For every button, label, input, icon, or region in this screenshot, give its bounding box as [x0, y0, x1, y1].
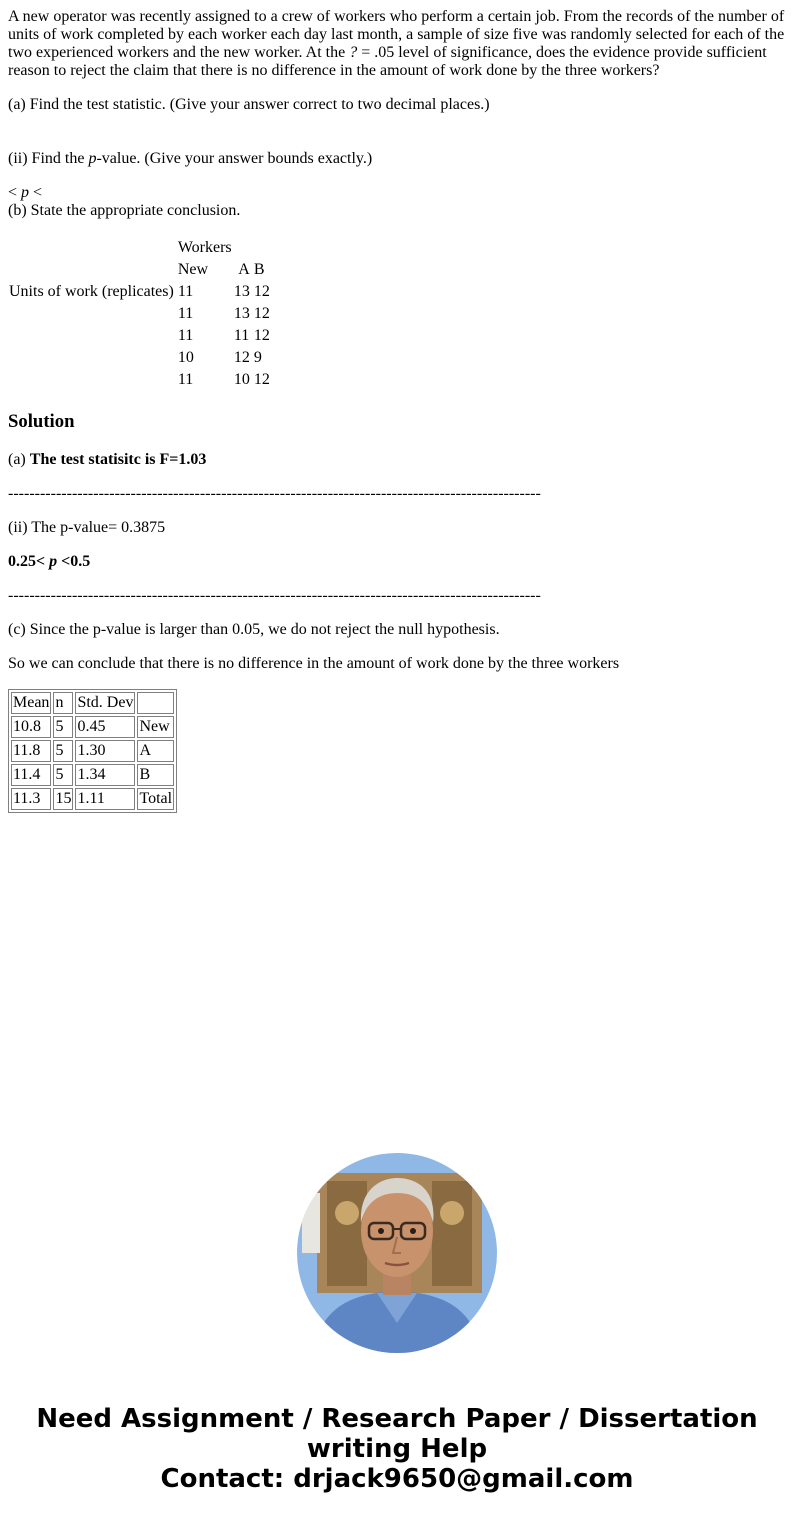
cell-a: 13	[233, 305, 250, 322]
solution-conclusion: So we can conclude that there is no difference in the amount of work done by the three workers	[8, 655, 620, 672]
cell-group: A	[137, 740, 174, 762]
cell-std-dev: 1.11	[75, 788, 135, 810]
divider-dashes: ----------------------------------------------------------------------------------------------------	[8, 485, 541, 502]
cell-new: 10	[177, 349, 194, 366]
question-part-ii-post: -value. (Give your answer bounds exactly.)	[96, 150, 373, 167]
cell-group: New	[137, 716, 174, 738]
cell-a: 13	[233, 283, 250, 300]
table-row	[8, 282, 271, 302]
problem-intro-part2: = .05 level of significance, does the evidence provide sufficient reason to reject the claim that there is no difference in the amount of work done by the three workers?	[8, 44, 767, 79]
cell-a: 10	[233, 371, 250, 388]
question-part-ii	[8, 150, 788, 168]
cell-group: B	[137, 764, 174, 786]
cell-mean: 10.8	[11, 716, 51, 738]
table-row	[8, 370, 271, 390]
question-part-a: (a) Find the test statistic. (Give your answer correct to two decimal places.)	[8, 96, 490, 113]
question-part-ii-pre: (ii) Find the	[8, 150, 89, 167]
cell-std-dev: 1.30	[75, 740, 135, 762]
col-header-b: B	[253, 261, 265, 278]
author-photo-avatar	[297, 1153, 497, 1353]
solution-bounds-pre: 0.25<	[8, 553, 50, 570]
cell-mean: 11.3	[11, 788, 51, 810]
solution-a-prefix: (a)	[8, 451, 30, 468]
promo-line-2: writing Help	[306, 1434, 488, 1464]
summary-stats-table	[8, 689, 177, 813]
solution-part-ii: (ii) The p-value= 0.3875	[8, 519, 166, 536]
pvalue-bounds-blank	[8, 184, 788, 202]
avatar-portrait-illustration	[297, 1153, 497, 1353]
cell-group: Total	[137, 788, 174, 810]
promo-line-1: Need Assignment / Research Paper / Dissertation	[36, 1404, 758, 1434]
cell-a: 12	[233, 349, 250, 366]
cell-b: 12	[253, 371, 270, 388]
problem-statement	[8, 8, 788, 80]
divider-dashes: ----------------------------------------------------------------------------------------------------	[8, 587, 541, 604]
problem-intro-part1: A new operator was recently assigned to a crew of workers who perform a certain job. From the records of the number of units of work completed by each worker each day last month, a sample of size five was randomly selected for each of the two experienced workers and the new worker. At the	[8, 8, 785, 61]
header-mean: Mean	[11, 692, 51, 714]
promo-contact: Contact: drjack9650@gmail.com	[160, 1464, 634, 1494]
cell-n: 5	[53, 716, 73, 738]
cell-new: 11	[177, 283, 194, 300]
cell-mean: 11.8	[11, 740, 51, 762]
promo-banner	[0, 1404, 794, 1494]
solution-bounds	[8, 553, 788, 571]
solution-part-a	[8, 451, 788, 469]
table-row	[11, 740, 174, 762]
table-row	[8, 348, 271, 368]
cell-b: 12	[253, 305, 270, 322]
cell-std-dev: 1.34	[75, 764, 135, 786]
document-page	[8, 8, 788, 813]
table-row	[11, 764, 174, 786]
solution-bounds-p: p	[49, 553, 58, 570]
table-row	[8, 326, 271, 346]
header-n: n	[53, 692, 73, 714]
cell-new: 11	[177, 371, 194, 388]
cell-n: 15	[53, 788, 73, 810]
bounds-lt-1: <	[8, 184, 22, 201]
table-header-row	[11, 692, 174, 714]
alpha-symbol: ?	[349, 44, 358, 61]
workers-data-table	[6, 236, 273, 392]
solution-part-c: (c) Since the p-value is larger than 0.05, we do not reject the null hypothesis.	[8, 621, 500, 638]
cell-new: 11	[177, 327, 194, 344]
row-label: Units of work (replicates)	[9, 283, 174, 300]
table-row	[8, 304, 271, 324]
bounds-lt-2: <	[29, 184, 43, 201]
cell-n: 5	[53, 764, 73, 786]
cell-std-dev: 0.45	[75, 716, 135, 738]
header-std-dev: Std. Dev	[75, 692, 135, 714]
solution-bounds-post: <0.5	[57, 553, 91, 570]
bounds-p-symbol: p	[21, 184, 30, 201]
col-header-new: New	[177, 261, 209, 278]
solution-heading: Solution	[8, 411, 75, 432]
question-part-b: (b) State the appropriate conclusion.	[8, 202, 241, 219]
cell-b: 12	[253, 283, 270, 300]
cell-a: 11	[233, 327, 250, 344]
workers-group-header: Workers	[177, 239, 232, 256]
cell-b: 12	[253, 327, 270, 344]
p-symbol: p	[88, 150, 97, 167]
solution-a-answer: The test statisitc is F=1.03	[29, 451, 207, 468]
cell-new: 11	[177, 305, 194, 322]
cell-b: 9	[253, 349, 262, 366]
cell-mean: 11.4	[11, 764, 51, 786]
table-row	[11, 716, 174, 738]
table-row	[11, 788, 174, 810]
header-group	[137, 692, 174, 714]
cell-n: 5	[53, 740, 73, 762]
col-header-a: A	[238, 261, 250, 278]
